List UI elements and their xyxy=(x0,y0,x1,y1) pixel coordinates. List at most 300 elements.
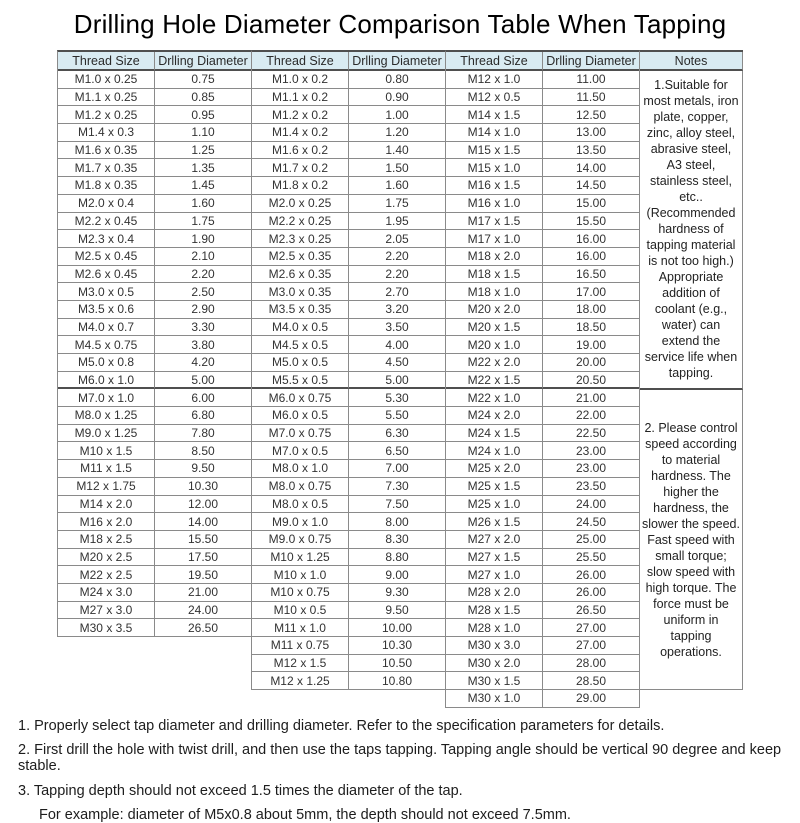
thread-size-cell: M22 x 1.5 xyxy=(446,372,543,390)
table-row xyxy=(58,301,252,319)
thread-size-cell: M9.0 x 0.75 xyxy=(252,531,349,549)
drilling-diameter-header: Drlling Diameter xyxy=(155,52,252,71)
thread-size-cell: M14 x 2.0 xyxy=(58,496,155,514)
thread-size-cell: M4.5 x 0.5 xyxy=(252,336,349,354)
thread-column-group-3 xyxy=(445,50,640,708)
thread-size-cell: M1.1 x 0.25 xyxy=(58,89,155,107)
drilling-diameter-cell: 4.50 xyxy=(349,354,446,372)
table-row xyxy=(58,177,252,195)
thread-size-cell: M1.6 x 0.35 xyxy=(58,142,155,160)
table-row xyxy=(252,177,446,195)
drilling-diameter-cell: 16.00 xyxy=(543,230,640,248)
thread-size-cell: M2.6 x 0.35 xyxy=(252,266,349,284)
table-row xyxy=(58,71,252,89)
table-row xyxy=(58,142,252,160)
note-cell-1: 1.Suitable for most metals, iron plate, copper, zinc, alloy steel, abrasive steel, A3 steel, stainless steel, etc..(Recommended hardness of tapping material is not too high.) Appropriate addition of coolant (e.g., water) can extend the service life when tapping. xyxy=(640,71,743,390)
table-row xyxy=(252,283,446,301)
drilling-diameter-cell: 24.00 xyxy=(543,496,640,514)
thread-size-cell: M8.0 x 1.25 xyxy=(58,407,155,425)
table-row xyxy=(58,195,252,213)
table-row xyxy=(252,336,446,354)
thread-size-cell: M26 x 1.5 xyxy=(446,513,543,531)
drilling-diameter-cell: 10.50 xyxy=(349,655,446,673)
footer-line-2: 2. First drill the hole with twist drill, and then use the taps tapping. Tapping angle should be vertical 90 degree and keep stable. xyxy=(18,742,782,775)
thread-size-cell: M27 x 1.0 xyxy=(446,566,543,584)
table-row xyxy=(252,230,446,248)
drilling-diameter-cell: 23.00 xyxy=(543,442,640,460)
drilling-diameter-cell: 24.00 xyxy=(155,602,252,620)
thread-size-cell: M2.5 x 0.35 xyxy=(252,248,349,266)
drilling-diameter-cell: 1.40 xyxy=(349,142,446,160)
table-row xyxy=(252,301,446,319)
thread-size-cell: M10 x 0.75 xyxy=(252,584,349,602)
table-row xyxy=(58,566,252,584)
drilling-diameter-cell: 3.80 xyxy=(155,336,252,354)
table-row xyxy=(252,213,446,231)
table-row xyxy=(446,301,640,319)
table-row xyxy=(252,637,446,655)
drilling-diameter-cell: 21.00 xyxy=(543,389,640,407)
thread-size-cell: M1.2 x 0.25 xyxy=(58,106,155,124)
drilling-diameter-cell: 2.05 xyxy=(349,230,446,248)
table-row xyxy=(446,478,640,496)
thread-size-cell: M24 x 1.0 xyxy=(446,442,543,460)
drilling-diameter-cell: 24.50 xyxy=(543,513,640,531)
thread-size-cell: M1.0 x 0.2 xyxy=(252,71,349,89)
thread-size-cell: M12 x 1.75 xyxy=(58,478,155,496)
table-row xyxy=(446,389,640,407)
page-title: Drilling Hole Diameter Comparison Table When Tapping xyxy=(73,9,727,39)
table-row xyxy=(446,549,640,567)
thread-size-cell: M3.5 x 0.6 xyxy=(58,301,155,319)
thread-size-cell: M8.0 x 0.5 xyxy=(252,496,349,514)
table-row xyxy=(446,248,640,266)
thread-size-cell: M16 x 1.5 xyxy=(446,177,543,195)
thread-size-cell: M12 x 1.25 xyxy=(252,672,349,690)
thread-size-cell: M20 x 1.0 xyxy=(446,336,543,354)
drilling-diameter-cell: 1.35 xyxy=(155,159,252,177)
thread-size-cell: M28 x 2.0 xyxy=(446,584,543,602)
thread-size-cell: M11 x 0.75 xyxy=(252,637,349,655)
footer-line-3: 3. Tapping depth should not exceed 1.5 times the diameter of the tap. xyxy=(18,782,463,799)
table-row xyxy=(252,372,446,390)
footer-line-4: For example: diameter of M5x0.8 about 5mm, the depth should not exceed 7.5mm. xyxy=(39,807,571,823)
table-row xyxy=(58,549,252,567)
note-cell-2: 2. Please control speed according to material hardness. The higher the hardness, the slower the speed. Fast speed with small torque; slow speed with high torque. The force must be uniform in tapping operations. xyxy=(640,390,743,691)
drilling-diameter-cell: 2.50 xyxy=(155,283,252,301)
thread-size-cell: M24 x 2.0 xyxy=(446,407,543,425)
thread-size-cell: M28 x 1.0 xyxy=(446,619,543,637)
drilling-diameter-cell: 8.50 xyxy=(155,442,252,460)
thread-size-cell: M25 x 2.0 xyxy=(446,460,543,478)
drilling-diameter-cell: 26.00 xyxy=(543,584,640,602)
thread-size-cell: M20 x 1.5 xyxy=(446,319,543,337)
table-row xyxy=(252,496,446,514)
drilling-diameter-cell: 1.10 xyxy=(155,124,252,142)
drilling-diameter-cell: 9.50 xyxy=(349,602,446,620)
drilling-diameter-cell: 9.30 xyxy=(349,584,446,602)
drilling-diameter-cell: 10.30 xyxy=(155,478,252,496)
table-row xyxy=(446,637,640,655)
drilling-diameter-cell: 2.90 xyxy=(155,301,252,319)
thread-size-cell: M6.0 x 0.5 xyxy=(252,407,349,425)
thread-size-cell: M22 x 2.5 xyxy=(58,566,155,584)
drilling-diameter-cell: 2.20 xyxy=(349,248,446,266)
drilling-diameter-cell: 29.00 xyxy=(543,690,640,708)
thread-size-cell: M25 x 1.0 xyxy=(446,496,543,514)
thread-size-cell: M10 x 1.0 xyxy=(252,566,349,584)
drilling-diameter-cell: 23.50 xyxy=(543,478,640,496)
drilling-diameter-cell: 3.20 xyxy=(349,301,446,319)
table-row xyxy=(252,531,446,549)
drilling-diameter-cell: 1.60 xyxy=(155,195,252,213)
drilling-diameter-cell: 11.50 xyxy=(543,89,640,107)
table-row xyxy=(252,266,446,284)
drilling-diameter-cell: 6.00 xyxy=(155,389,252,407)
table-row xyxy=(446,319,640,337)
thread-size-cell: M2.0 x 0.4 xyxy=(58,195,155,213)
table-row xyxy=(446,425,640,443)
table-header-row xyxy=(446,52,640,71)
drilling-diameter-cell: 7.00 xyxy=(349,460,446,478)
thread-size-cell: M7.0 x 0.5 xyxy=(252,442,349,460)
table-row xyxy=(446,460,640,478)
drilling-diameter-header: Drlling Diameter xyxy=(349,52,446,71)
drilling-diameter-cell: 8.80 xyxy=(349,549,446,567)
drilling-diameter-cell: 1.45 xyxy=(155,177,252,195)
drilling-diameter-cell: 7.50 xyxy=(349,496,446,514)
thread-size-cell: M14 x 1.0 xyxy=(446,124,543,142)
drilling-diameter-cell: 26.50 xyxy=(155,619,252,637)
thread-column-group-1 xyxy=(57,50,252,637)
drilling-diameter-cell: 1.75 xyxy=(155,213,252,231)
thread-size-cell: M18 x 1.0 xyxy=(446,283,543,301)
table-row xyxy=(252,513,446,531)
table-row xyxy=(58,372,252,390)
table-row xyxy=(58,602,252,620)
thread-size-cell: M1.8 x 0.2 xyxy=(252,177,349,195)
drilling-diameter-cell: 5.00 xyxy=(349,372,446,390)
table-row xyxy=(446,690,640,708)
drilling-diameter-cell: 12.00 xyxy=(155,496,252,514)
thread-size-cell: M20 x 2.5 xyxy=(58,549,155,567)
table-row xyxy=(252,549,446,567)
thread-size-cell: M6.0 x 1.0 xyxy=(58,372,155,390)
thread-size-cell: M1.2 x 0.2 xyxy=(252,106,349,124)
table-row xyxy=(58,513,252,531)
table-row xyxy=(446,89,640,107)
thread-size-cell: M2.6 x 0.45 xyxy=(58,266,155,284)
thread-size-cell: M1.8 x 0.35 xyxy=(58,177,155,195)
thread-size-cell: M1.4 x 0.2 xyxy=(252,124,349,142)
drilling-diameter-cell: 16.00 xyxy=(543,248,640,266)
thread-size-cell: M2.2 x 0.25 xyxy=(252,213,349,231)
table-row xyxy=(58,283,252,301)
drilling-diameter-cell: 13.50 xyxy=(543,142,640,160)
drilling-diameter-cell: 9.50 xyxy=(155,460,252,478)
drilling-diameter-cell: 0.75 xyxy=(155,71,252,89)
thread-size-cell: M30 x 1.0 xyxy=(446,690,543,708)
table-row xyxy=(252,71,446,89)
drilling-diameter-cell: 28.50 xyxy=(543,672,640,690)
table-row xyxy=(446,106,640,124)
table-row xyxy=(446,159,640,177)
drilling-diameter-cell: 7.30 xyxy=(349,478,446,496)
drilling-diameter-cell: 18.00 xyxy=(543,301,640,319)
thread-column-group-2 xyxy=(251,50,446,690)
table-row xyxy=(252,407,446,425)
drilling-diameter-cell: 27.00 xyxy=(543,619,640,637)
table-row xyxy=(58,336,252,354)
table-row xyxy=(446,195,640,213)
drilling-diameter-cell: 12.50 xyxy=(543,106,640,124)
notes-header: Notes xyxy=(640,52,743,71)
drilling-diameter-cell: 1.95 xyxy=(349,213,446,231)
thread-size-cell: M9.0 x 1.0 xyxy=(252,513,349,531)
drilling-diameter-cell: 1.60 xyxy=(349,177,446,195)
footer-notes xyxy=(18,718,800,823)
drilling-diameter-cell: 1.90 xyxy=(155,230,252,248)
table-row xyxy=(58,584,252,602)
thread-size-cell: M2.5 x 0.45 xyxy=(58,248,155,266)
drilling-diameter-cell: 26.50 xyxy=(543,602,640,620)
drilling-diameter-cell: 1.00 xyxy=(349,106,446,124)
thread-size-cell: M17 x 1.5 xyxy=(446,213,543,231)
table-row xyxy=(58,159,252,177)
drilling-diameter-cell: 27.00 xyxy=(543,637,640,655)
table-row xyxy=(252,389,446,407)
table-row xyxy=(446,531,640,549)
drilling-diameter-cell: 25.50 xyxy=(543,549,640,567)
thread-size-cell: M2.3 x 0.25 xyxy=(252,230,349,248)
drilling-diameter-cell: 10.30 xyxy=(349,637,446,655)
table-row xyxy=(446,283,640,301)
thread-size-cell: M1.0 x 0.25 xyxy=(58,71,155,89)
table-row xyxy=(446,336,640,354)
thread-size-cell: M12 x 1.5 xyxy=(252,655,349,673)
drilling-diameter-cell: 26.00 xyxy=(543,566,640,584)
drilling-diameter-cell: 4.00 xyxy=(349,336,446,354)
thread-size-cell: M20 x 2.0 xyxy=(446,301,543,319)
table-row xyxy=(58,106,252,124)
table-row xyxy=(446,584,640,602)
thread-size-cell: M12 x 1.0 xyxy=(446,71,543,89)
table-row xyxy=(446,142,640,160)
table-row xyxy=(446,213,640,231)
thread-size-cell: M7.0 x 0.75 xyxy=(252,425,349,443)
drilling-diameter-cell: 14.00 xyxy=(155,513,252,531)
table-row xyxy=(446,124,640,142)
drilling-diameter-cell: 20.50 xyxy=(543,372,640,390)
table-row xyxy=(446,566,640,584)
thread-size-cell: M10 x 1.25 xyxy=(252,549,349,567)
table-row xyxy=(252,248,446,266)
table-row xyxy=(58,124,252,142)
table-row xyxy=(58,531,252,549)
drilling-diameter-header: Drlling Diameter xyxy=(543,52,640,71)
table-row xyxy=(252,195,446,213)
table-row xyxy=(58,230,252,248)
drilling-diameter-cell: 0.95 xyxy=(155,106,252,124)
thread-size-cell: M1.1 x 0.2 xyxy=(252,89,349,107)
drilling-diameter-cell: 17.00 xyxy=(543,283,640,301)
drilling-diameter-cell: 21.00 xyxy=(155,584,252,602)
drilling-diameter-cell: 11.00 xyxy=(543,71,640,89)
table-row xyxy=(58,460,252,478)
table-row xyxy=(446,372,640,390)
drilling-diameter-cell: 1.25 xyxy=(155,142,252,160)
thread-size-cell: M1.4 x 0.3 xyxy=(58,124,155,142)
thread-size-cell: M25 x 1.5 xyxy=(446,478,543,496)
thread-size-cell: M7.0 x 1.0 xyxy=(58,389,155,407)
table-row xyxy=(446,407,640,425)
thread-size-cell: M8.0 x 0.75 xyxy=(252,478,349,496)
drilling-diameter-cell: 1.50 xyxy=(349,159,446,177)
thread-size-cell: M24 x 1.5 xyxy=(446,425,543,443)
thread-size-cell: M2.2 x 0.45 xyxy=(58,213,155,231)
thread-size-cell: M1.6 x 0.2 xyxy=(252,142,349,160)
drilling-diameter-cell: 15.50 xyxy=(543,213,640,231)
thread-size-cell: M27 x 2.0 xyxy=(446,531,543,549)
table-row xyxy=(446,672,640,690)
drilling-diameter-cell: 5.50 xyxy=(349,407,446,425)
drilling-diameter-cell: 2.70 xyxy=(349,283,446,301)
table-row xyxy=(252,655,446,673)
thread-size-cell: M1.7 x 0.35 xyxy=(58,159,155,177)
drilling-diameter-cell: 5.00 xyxy=(155,372,252,390)
drilling-diameter-cell: 10.00 xyxy=(349,619,446,637)
thread-size-cell: M17 x 1.0 xyxy=(446,230,543,248)
drilling-diameter-cell: 8.00 xyxy=(349,513,446,531)
drilling-diameter-cell: 6.30 xyxy=(349,425,446,443)
thread-size-cell: M1.7 x 0.2 xyxy=(252,159,349,177)
thread-size-cell: M10 x 0.5 xyxy=(252,602,349,620)
table-row xyxy=(58,496,252,514)
thread-size-header: Thread Size xyxy=(252,52,349,71)
drilling-diameter-cell: 16.50 xyxy=(543,266,640,284)
drilling-diameter-cell: 0.85 xyxy=(155,89,252,107)
drilling-diameter-cell: 25.00 xyxy=(543,531,640,549)
thread-size-cell: M16 x 2.0 xyxy=(58,513,155,531)
table-row xyxy=(446,619,640,637)
thread-size-cell: M4.5 x 0.75 xyxy=(58,336,155,354)
thread-size-cell: M11 x 1.0 xyxy=(252,619,349,637)
table-row xyxy=(58,442,252,460)
thread-size-header: Thread Size xyxy=(446,52,543,71)
table-row xyxy=(252,619,446,637)
drilling-diameter-cell: 2.10 xyxy=(155,248,252,266)
thread-size-cell: M12 x 0.5 xyxy=(446,89,543,107)
table-row xyxy=(252,124,446,142)
drilling-diameter-cell: 7.80 xyxy=(155,425,252,443)
drilling-diameter-cell: 1.75 xyxy=(349,195,446,213)
table-row xyxy=(446,71,640,89)
thread-size-cell: M5.5 x 0.5 xyxy=(252,372,349,390)
table-row xyxy=(252,319,446,337)
thread-size-cell: M4.0 x 0.7 xyxy=(58,319,155,337)
thread-size-cell: M16 x 1.0 xyxy=(446,195,543,213)
table-row xyxy=(446,602,640,620)
drilling-diameter-cell: 13.00 xyxy=(543,124,640,142)
thread-size-cell: M9.0 x 1.25 xyxy=(58,425,155,443)
thread-size-cell: M30 x 3.5 xyxy=(58,619,155,637)
table-row xyxy=(58,89,252,107)
table-row xyxy=(58,389,252,407)
thread-size-cell: M4.0 x 0.5 xyxy=(252,319,349,337)
table-row xyxy=(252,354,446,372)
table-row xyxy=(446,230,640,248)
drilling-diameter-cell: 18.50 xyxy=(543,319,640,337)
table-row xyxy=(58,425,252,443)
table-row xyxy=(446,442,640,460)
thread-size-cell: M22 x 2.0 xyxy=(446,354,543,372)
thread-size-cell: M2.3 x 0.4 xyxy=(58,230,155,248)
table-row xyxy=(252,584,446,602)
drilling-diameter-cell: 5.30 xyxy=(349,389,446,407)
drilling-diameter-cell: 15.50 xyxy=(155,531,252,549)
table-row xyxy=(446,655,640,673)
table-row xyxy=(252,425,446,443)
drilling-diameter-cell: 28.00 xyxy=(543,655,640,673)
drilling-diameter-cell: 20.00 xyxy=(543,354,640,372)
notes-column xyxy=(639,50,743,690)
thread-size-cell: M27 x 3.0 xyxy=(58,602,155,620)
drilling-diameter-cell: 3.30 xyxy=(155,319,252,337)
thread-size-cell: M18 x 1.5 xyxy=(446,266,543,284)
thread-size-cell: M30 x 2.0 xyxy=(446,655,543,673)
thread-size-cell: M30 x 1.5 xyxy=(446,672,543,690)
drilling-diameter-cell: 3.50 xyxy=(349,319,446,337)
drilling-diameter-cell: 4.20 xyxy=(155,354,252,372)
drilling-diameter-cell: 19.00 xyxy=(543,336,640,354)
drilling-diameter-cell: 14.50 xyxy=(543,177,640,195)
drilling-diameter-cell: 17.50 xyxy=(155,549,252,567)
table-row xyxy=(252,106,446,124)
thread-size-cell: M2.0 x 0.25 xyxy=(252,195,349,213)
drilling-diameter-cell: 14.00 xyxy=(543,159,640,177)
drilling-diameter-cell: 2.20 xyxy=(155,266,252,284)
drilling-diameter-cell: 19.50 xyxy=(155,566,252,584)
footer-line-1: 1. Properly select tap diameter and drilling diameter. Refer to the specification parameters for details. xyxy=(18,717,665,734)
thread-size-cell: M28 x 1.5 xyxy=(446,602,543,620)
table-row xyxy=(252,142,446,160)
thread-size-header: Thread Size xyxy=(58,52,155,71)
drilling-diameter-cell: 0.80 xyxy=(349,71,446,89)
thread-size-cell: M10 x 1.5 xyxy=(58,442,155,460)
drilling-diameter-cell: 2.20 xyxy=(349,266,446,284)
thread-size-cell: M3.0 x 0.5 xyxy=(58,283,155,301)
thread-size-cell: M27 x 1.5 xyxy=(446,549,543,567)
thread-size-cell: M11 x 1.5 xyxy=(58,460,155,478)
table-row xyxy=(58,213,252,231)
drilling-diameter-cell: 22.00 xyxy=(543,407,640,425)
table-row xyxy=(58,248,252,266)
drilling-diameter-cell: 23.00 xyxy=(543,460,640,478)
table-row xyxy=(252,602,446,620)
thread-size-cell: M8.0 x 1.0 xyxy=(252,460,349,478)
thread-size-cell: M18 x 2.0 xyxy=(446,248,543,266)
table-row xyxy=(446,513,640,531)
drilling-diameter-cell: 8.30 xyxy=(349,531,446,549)
table-row xyxy=(58,266,252,284)
table-row xyxy=(446,177,640,195)
table-row xyxy=(252,442,446,460)
thread-size-cell: M15 x 1.5 xyxy=(446,142,543,160)
drilling-diameter-cell: 0.90 xyxy=(349,89,446,107)
thread-size-cell: M5.0 x 0.8 xyxy=(58,354,155,372)
drilling-diameter-cell: 22.50 xyxy=(543,425,640,443)
table-row xyxy=(58,319,252,337)
